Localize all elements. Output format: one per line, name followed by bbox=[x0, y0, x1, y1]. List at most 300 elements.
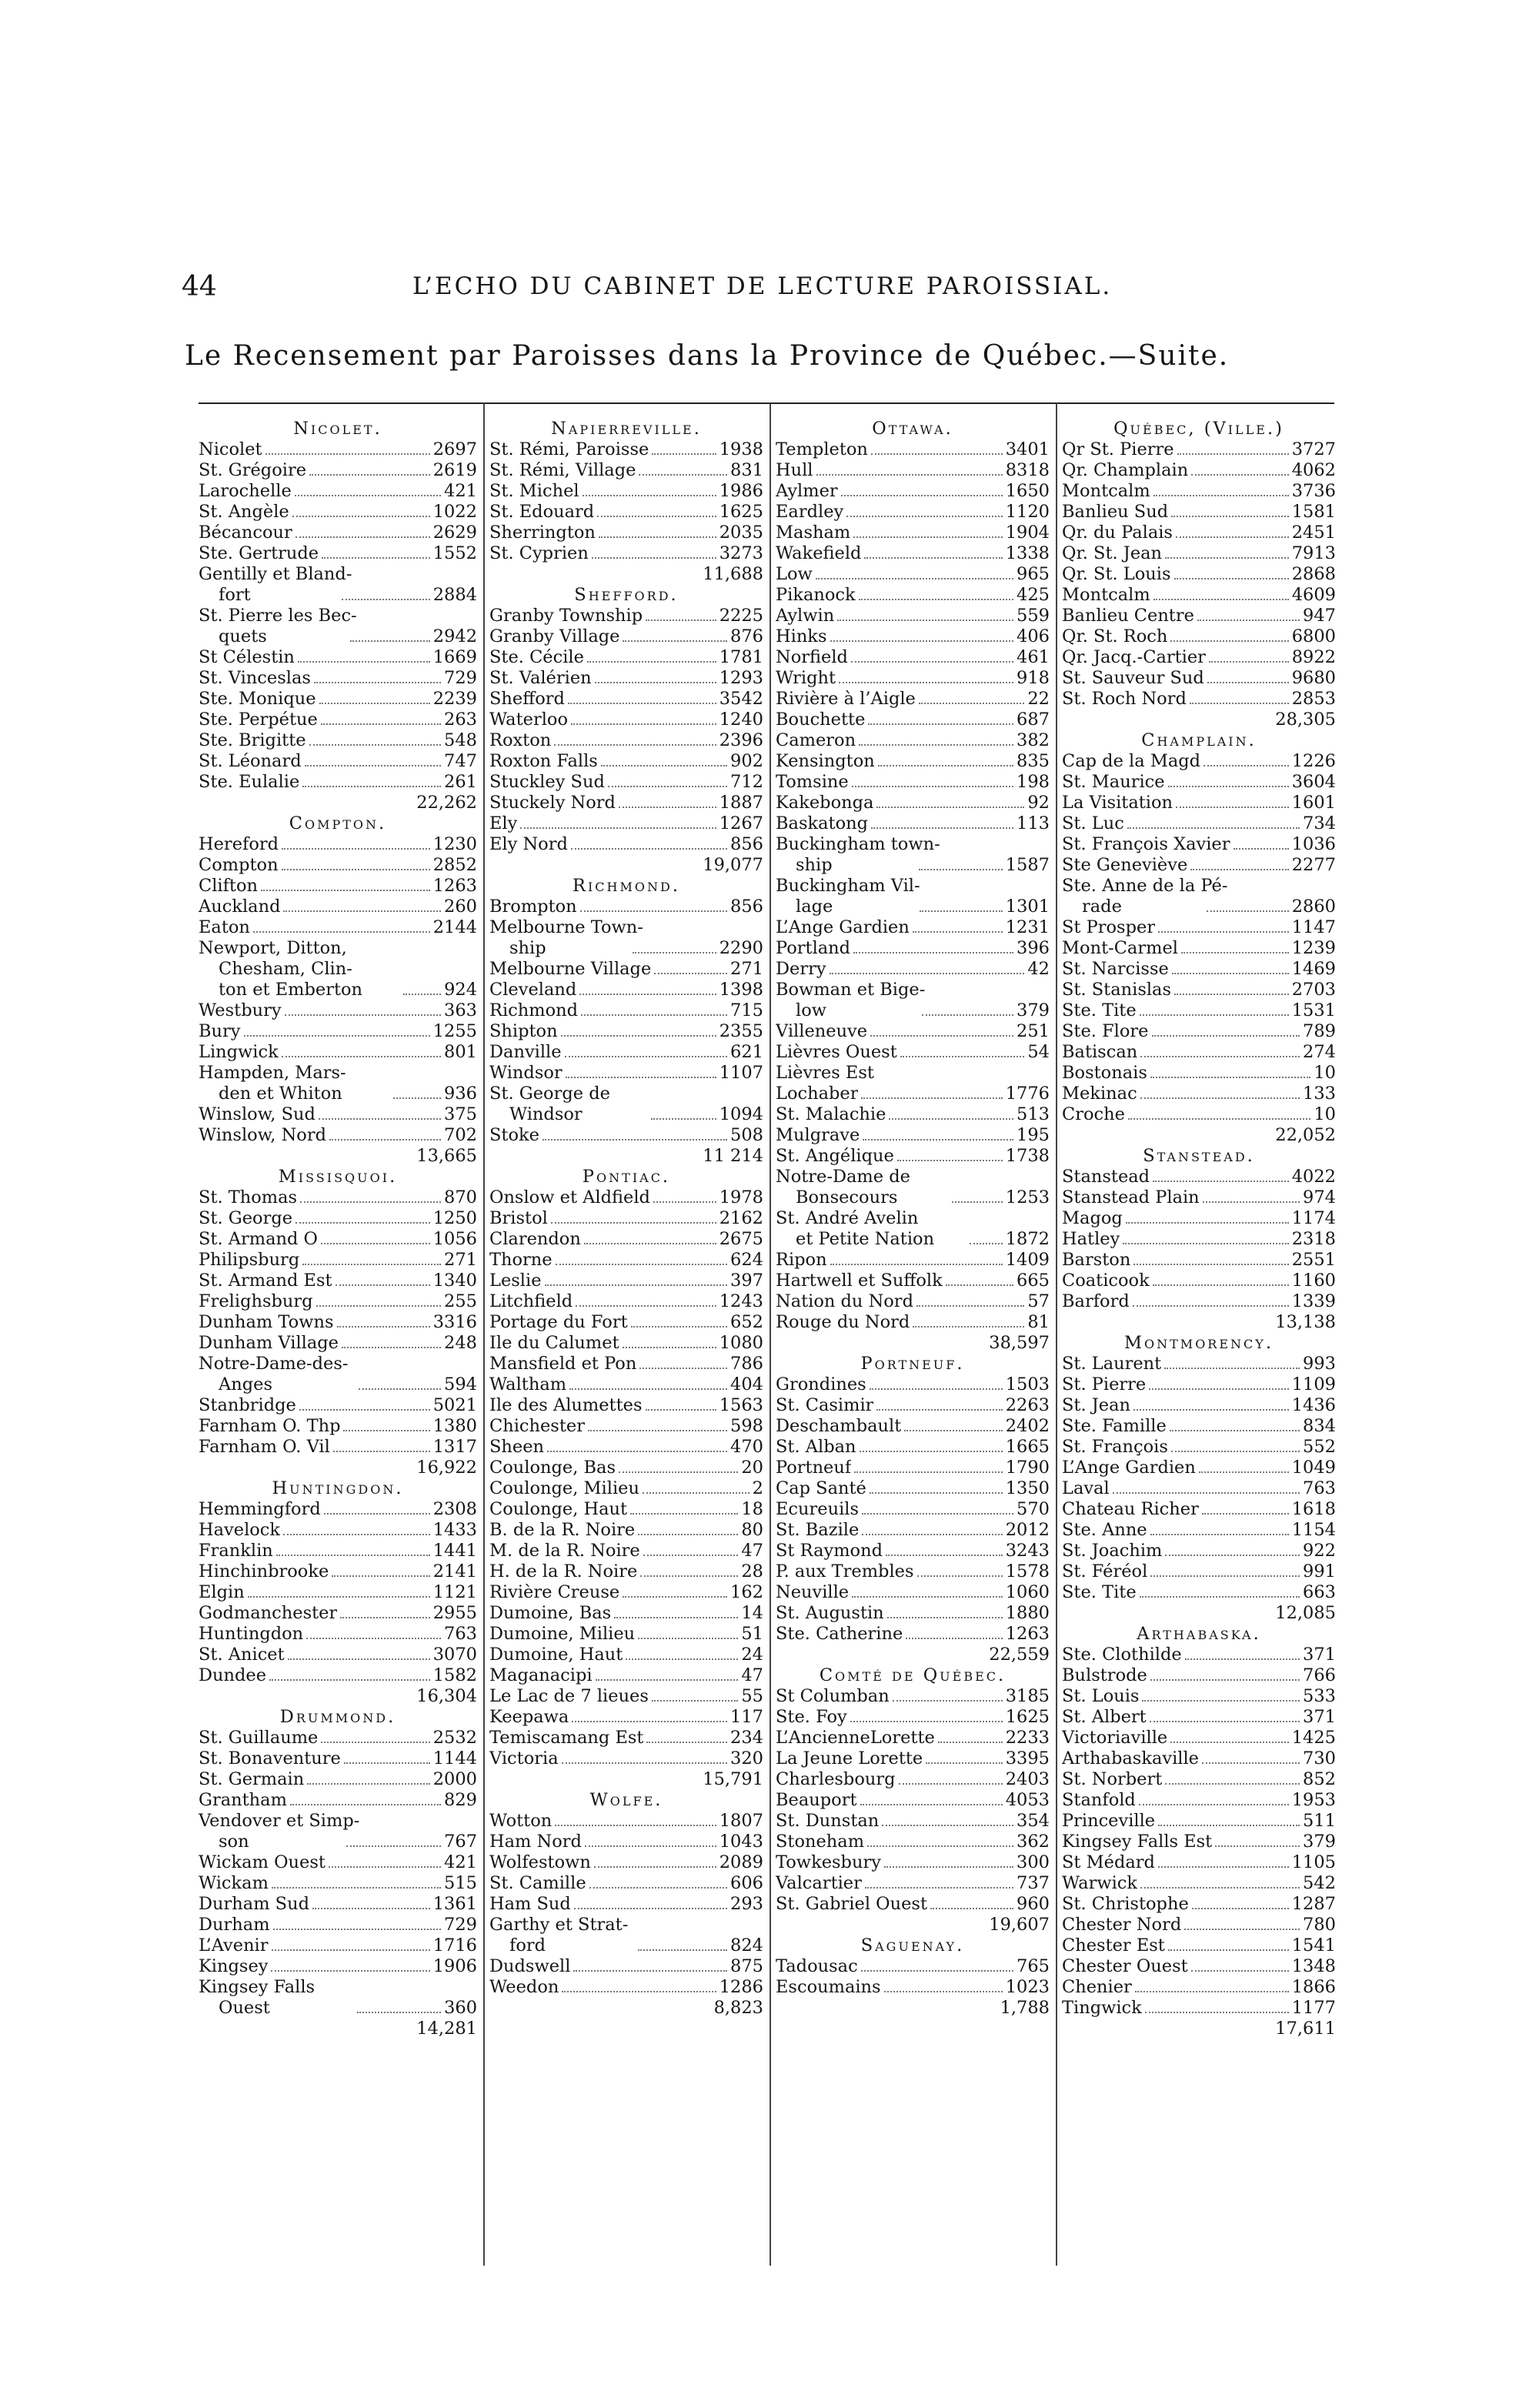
population-value: 852 bbox=[1303, 1769, 1336, 1789]
table-row bbox=[1062, 980, 1336, 1000]
population-value: 28 bbox=[741, 1561, 763, 1581]
table-row bbox=[199, 1645, 477, 1665]
dot-leader bbox=[321, 1243, 430, 1244]
table-row bbox=[489, 1208, 763, 1229]
population-value: 1240 bbox=[719, 710, 763, 730]
table-row bbox=[1062, 813, 1336, 834]
parish-name: Hull bbox=[776, 460, 813, 480]
dot-leader bbox=[884, 1866, 1013, 1868]
population-value: 763 bbox=[444, 1624, 477, 1644]
dot-leader bbox=[585, 1845, 716, 1847]
parish-name: Bouchette bbox=[776, 710, 866, 730]
population-value: 763 bbox=[1303, 1478, 1336, 1498]
dot-leader bbox=[542, 1139, 727, 1141]
dot-leader bbox=[1168, 1949, 1289, 1951]
parish-name: Ely Nord bbox=[489, 834, 568, 854]
dot-leader bbox=[342, 599, 430, 600]
table-row bbox=[489, 959, 763, 980]
section-heading: Pontiac. bbox=[582, 1167, 671, 1187]
table-row bbox=[776, 1832, 1050, 1852]
population-value: 801 bbox=[444, 1042, 477, 1062]
table-row bbox=[1062, 439, 1336, 460]
dot-leader bbox=[970, 1243, 1002, 1244]
table-row bbox=[776, 439, 1050, 460]
parish-name: M. de la R. Noire bbox=[489, 1541, 640, 1561]
table-row bbox=[199, 1208, 477, 1229]
table-row bbox=[489, 1312, 763, 1333]
section-heading: Shefford. bbox=[574, 585, 679, 605]
census-section bbox=[199, 813, 477, 1167]
parish-name: St. Narcisse bbox=[1062, 959, 1169, 979]
population-value: 511 bbox=[1303, 1811, 1336, 1831]
table-row bbox=[776, 1873, 1050, 1894]
table-row bbox=[1062, 1042, 1336, 1063]
dot-leader bbox=[1158, 1825, 1300, 1826]
dot-leader bbox=[1215, 1845, 1300, 1847]
dot-leader bbox=[599, 536, 716, 538]
population-value: 1716 bbox=[432, 1935, 477, 1955]
dot-leader bbox=[581, 1014, 727, 1016]
population-value: 2619 bbox=[432, 460, 477, 480]
population-value: 421 bbox=[444, 1852, 477, 1872]
population-value: 51 bbox=[741, 1624, 763, 1644]
table-row bbox=[1062, 1395, 1336, 1416]
population-value: 2290 bbox=[719, 938, 763, 958]
population-value: 3185 bbox=[1005, 1686, 1050, 1706]
parish-name: Qr. du Palais bbox=[1062, 523, 1173, 543]
census-section bbox=[1062, 419, 1336, 730]
dot-leader bbox=[919, 703, 1025, 704]
dot-leader bbox=[870, 1388, 1003, 1390]
table-row bbox=[489, 626, 763, 647]
parish-name: rade bbox=[1082, 897, 1122, 917]
dot-leader bbox=[1153, 1284, 1289, 1286]
population-value: 1080 bbox=[719, 1333, 763, 1353]
dot-leader bbox=[1153, 495, 1289, 496]
parish-name: La Visitation bbox=[1062, 793, 1173, 813]
table-row bbox=[776, 1520, 1050, 1541]
parish-name: Le Lac de 7 lieues bbox=[489, 1686, 649, 1706]
parish-name: Chenier bbox=[1062, 1977, 1132, 1997]
population-value: 1625 bbox=[1005, 1707, 1050, 1727]
table-row bbox=[199, 1915, 477, 1935]
table-row bbox=[1062, 1873, 1336, 1894]
parish-name: H. de la R. Noire bbox=[489, 1561, 638, 1581]
table-row bbox=[1062, 1707, 1336, 1728]
parish-name: St. Guillaume bbox=[199, 1728, 319, 1748]
column-divider bbox=[1056, 403, 1057, 2266]
parish-name: L’Avenir bbox=[199, 1935, 269, 1955]
population-value: 1625 bbox=[719, 502, 763, 522]
population-value: 3243 bbox=[1005, 1541, 1050, 1561]
table-row bbox=[776, 1894, 1050, 1915]
table-row bbox=[199, 585, 477, 606]
table-row bbox=[1062, 1167, 1336, 1187]
parish-name: St. François bbox=[1062, 1437, 1168, 1457]
table-row bbox=[1062, 1811, 1336, 1832]
population-value: 1904 bbox=[1005, 523, 1050, 543]
parish-name: Dumoine, Milieu bbox=[489, 1624, 636, 1644]
parish-name: Maganacipi bbox=[489, 1665, 593, 1685]
population-value: 2884 bbox=[432, 585, 477, 605]
table-row bbox=[199, 1561, 477, 1582]
population-value: 1872 bbox=[1005, 1229, 1050, 1249]
table-row bbox=[489, 668, 763, 689]
parish-name: Westbury bbox=[199, 1000, 282, 1020]
table-row bbox=[489, 1021, 763, 1042]
parish-name: Escoumains bbox=[776, 1977, 881, 1997]
population-value: 2853 bbox=[1291, 689, 1336, 709]
table-title: Le Recensement par Paroisses dans la Province de Québec.—Suite. bbox=[185, 340, 1230, 372]
population-value: 856 bbox=[730, 834, 763, 854]
population-value: 2629 bbox=[432, 523, 477, 543]
population-value: 1469 bbox=[1291, 959, 1336, 979]
table-row bbox=[776, 1977, 1050, 1998]
dot-leader bbox=[899, 1783, 1003, 1785]
parish-name: Norfield bbox=[776, 647, 848, 667]
parish-name: Towkesbury bbox=[776, 1852, 881, 1872]
dot-leader bbox=[638, 1949, 727, 1951]
population-value: 133 bbox=[1303, 1084, 1336, 1104]
table-row bbox=[776, 959, 1050, 980]
population-value: 1339 bbox=[1291, 1291, 1336, 1311]
table-row bbox=[1062, 917, 1336, 938]
parish-name: Ste. Cécile bbox=[489, 647, 584, 667]
population-value: 767 bbox=[444, 1832, 478, 1852]
dot-leader bbox=[1142, 1700, 1300, 1702]
section-heading: Saguenay. bbox=[860, 1935, 965, 1955]
section-total: 16,304 bbox=[416, 1686, 477, 1706]
table-row bbox=[199, 668, 477, 689]
dot-leader bbox=[1203, 1201, 1300, 1203]
dot-leader bbox=[865, 1887, 1013, 1889]
parish-name: Qr. Champlain bbox=[1062, 460, 1189, 480]
dot-leader bbox=[571, 848, 727, 850]
population-value: 2942 bbox=[432, 626, 478, 646]
page-number: 44 bbox=[182, 271, 217, 302]
table-row bbox=[489, 1977, 763, 1998]
parish-name: Brompton bbox=[489, 897, 577, 917]
section-heading: Nicolet. bbox=[293, 419, 382, 439]
parish-name: Qr. St. Louis bbox=[1062, 564, 1171, 584]
section-total: 22,052 bbox=[1275, 1125, 1336, 1145]
dot-leader bbox=[592, 557, 716, 559]
table-row bbox=[489, 1250, 763, 1271]
dot-leader bbox=[860, 1451, 1003, 1452]
parish-name: Rivière à l’Aigle bbox=[776, 689, 916, 709]
census-section bbox=[1062, 1333, 1336, 1624]
parish-name: St Columban bbox=[776, 1686, 890, 1706]
parish-name: son bbox=[219, 1832, 249, 1852]
census-section bbox=[489, 876, 763, 1167]
column-4 bbox=[1062, 419, 1336, 2039]
population-value: 4022 bbox=[1291, 1167, 1336, 1187]
table-row bbox=[199, 1333, 477, 1354]
population-value: 1107 bbox=[719, 1063, 763, 1083]
parish-name: quets bbox=[219, 626, 267, 646]
population-value: 1226 bbox=[1291, 751, 1336, 771]
table-row bbox=[199, 1374, 477, 1395]
section-total: 13,138 bbox=[1275, 1312, 1336, 1332]
column-divider bbox=[483, 403, 485, 2266]
dot-leader bbox=[887, 1617, 1003, 1618]
dot-leader bbox=[312, 1908, 430, 1909]
population-value: 513 bbox=[1017, 1104, 1050, 1124]
population-value: 6800 bbox=[1291, 626, 1336, 646]
table-row bbox=[1062, 897, 1336, 917]
population-value: 1317 bbox=[432, 1437, 477, 1457]
table-row bbox=[1062, 668, 1336, 689]
parish-name: Arthabaskaville bbox=[1062, 1748, 1199, 1768]
table-row bbox=[489, 1437, 763, 1458]
table-row bbox=[489, 1333, 763, 1354]
population-value: 3401 bbox=[1005, 439, 1050, 459]
dot-leader bbox=[298, 661, 430, 663]
parish-name: Granby Township bbox=[489, 606, 643, 626]
dot-leader bbox=[276, 1555, 430, 1556]
parish-name: Mulgrave bbox=[776, 1125, 860, 1145]
parish-name: Pikanock bbox=[776, 585, 856, 605]
dot-leader bbox=[1113, 1492, 1300, 1494]
table-row bbox=[489, 1416, 763, 1437]
table-row bbox=[1062, 834, 1336, 855]
parish-name: Qr. St. Roch bbox=[1062, 626, 1168, 646]
table-row bbox=[1062, 1187, 1336, 1208]
dot-leader bbox=[631, 1326, 727, 1328]
dot-leader bbox=[863, 1139, 1013, 1141]
population-value: 1022 bbox=[432, 502, 477, 522]
dot-leader bbox=[646, 620, 716, 621]
parish-name: Montcalm bbox=[1062, 481, 1150, 501]
population-value: 274 bbox=[1303, 1042, 1336, 1062]
population-value: 42 bbox=[1027, 959, 1050, 979]
table-row bbox=[199, 1229, 477, 1250]
dot-leader bbox=[572, 1721, 727, 1722]
population-value: 1109 bbox=[1291, 1374, 1336, 1394]
population-value: 117 bbox=[730, 1707, 763, 1727]
population-value: 4062 bbox=[1291, 460, 1336, 480]
table-row bbox=[1062, 460, 1336, 481]
parish-name: St. Christophe bbox=[1062, 1894, 1189, 1914]
population-value: 2225 bbox=[719, 606, 763, 626]
dot-leader bbox=[1133, 1305, 1289, 1307]
table-row bbox=[776, 917, 1050, 938]
dot-leader bbox=[589, 1887, 727, 1889]
dot-leader bbox=[1133, 1409, 1289, 1411]
population-value: 3273 bbox=[719, 543, 763, 563]
dot-leader bbox=[576, 1305, 716, 1307]
table-row bbox=[199, 689, 477, 710]
table-row bbox=[199, 1873, 477, 1894]
parish-name: Chester Est bbox=[1062, 1935, 1165, 1955]
parish-name: Roxton bbox=[489, 730, 552, 750]
parish-name: St. Germain bbox=[199, 1769, 305, 1789]
section-heading: Champlain. bbox=[1141, 730, 1257, 750]
table-row bbox=[489, 1499, 763, 1520]
table-row bbox=[489, 1624, 763, 1645]
table-row bbox=[776, 1291, 1050, 1312]
section-total: 11,688 bbox=[703, 564, 763, 584]
parish-name: Windsor bbox=[489, 1063, 563, 1083]
dot-leader bbox=[900, 1056, 1025, 1057]
table-row bbox=[199, 564, 477, 585]
population-value: 665 bbox=[1017, 1271, 1050, 1291]
dot-leader bbox=[272, 1887, 441, 1889]
parish-name: St. Angèle bbox=[199, 502, 289, 522]
dot-leader bbox=[646, 1409, 716, 1411]
table-row bbox=[776, 502, 1050, 523]
parish-name: Victoriaville bbox=[1062, 1728, 1168, 1748]
dot-leader bbox=[893, 1700, 1003, 1702]
table-row bbox=[199, 1624, 477, 1645]
dot-leader bbox=[1184, 1929, 1300, 1930]
dot-leader bbox=[332, 1575, 429, 1577]
dot-leader bbox=[638, 1638, 738, 1639]
table-row bbox=[489, 1832, 763, 1852]
table-row bbox=[489, 1104, 763, 1125]
parish-name: Waltham bbox=[489, 1374, 567, 1394]
dot-leader bbox=[595, 682, 716, 683]
parish-name: St. Joachim bbox=[1062, 1541, 1163, 1561]
parish-name: Dudswell bbox=[489, 1956, 571, 1976]
parish-name: Dumoine, Bas bbox=[489, 1603, 612, 1623]
census-section bbox=[199, 1707, 477, 2039]
population-value: 80 bbox=[741, 1520, 763, 1540]
table-row bbox=[1062, 1250, 1336, 1271]
dot-leader bbox=[1207, 682, 1289, 683]
dot-leader bbox=[302, 1264, 441, 1265]
parish-name: St. Léonard bbox=[199, 751, 302, 771]
section-total: 28,305 bbox=[1275, 710, 1336, 730]
dot-leader bbox=[837, 620, 1013, 621]
parish-name: Onslow et Aldfield bbox=[489, 1187, 650, 1207]
parish-name: Cleveland bbox=[489, 980, 577, 1000]
table-row bbox=[489, 1873, 763, 1894]
table-row bbox=[1062, 1977, 1336, 1998]
table-row bbox=[199, 772, 477, 793]
dot-leader bbox=[302, 786, 441, 787]
dot-leader bbox=[253, 931, 430, 933]
population-value: 1253 bbox=[1005, 1187, 1050, 1207]
parish-name: Buckingham Vil- bbox=[776, 876, 920, 896]
table-row bbox=[776, 1748, 1050, 1769]
parish-name: St. Dunstan bbox=[776, 1811, 880, 1831]
dot-leader bbox=[816, 578, 1013, 579]
dot-leader bbox=[288, 1658, 430, 1660]
parish-name: Melbourne Village bbox=[489, 959, 652, 979]
dot-leader bbox=[633, 952, 716, 954]
parish-name: Wotton bbox=[489, 1811, 553, 1831]
parish-name: Vendover et Simp- bbox=[199, 1811, 360, 1831]
dot-leader bbox=[322, 557, 430, 559]
census-section bbox=[489, 1790, 763, 2019]
parish-name: B. de la R. Noire bbox=[489, 1520, 636, 1540]
dot-leader bbox=[357, 2012, 441, 2013]
dot-leader bbox=[651, 1118, 716, 1120]
population-value: 559 bbox=[1017, 606, 1050, 626]
table-row bbox=[776, 1624, 1050, 1645]
population-value: 1361 bbox=[432, 1894, 477, 1914]
table-row bbox=[1062, 938, 1336, 959]
dot-leader bbox=[321, 723, 441, 725]
population-value: 730 bbox=[1303, 1748, 1336, 1768]
dot-leader bbox=[859, 744, 1013, 746]
dot-leader bbox=[876, 807, 1024, 808]
dot-leader bbox=[652, 453, 716, 455]
parish-name: Dumoine, Haut bbox=[489, 1645, 623, 1665]
population-value: 1669 bbox=[432, 647, 477, 667]
table-row bbox=[489, 813, 763, 834]
parish-name: Bristol bbox=[489, 1208, 548, 1228]
table-row bbox=[1062, 959, 1336, 980]
parish-name: Coulonge, Milieu bbox=[489, 1478, 639, 1498]
population-value: 47 bbox=[741, 1665, 763, 1685]
dot-leader bbox=[1164, 1368, 1300, 1369]
section-heading: Québec, (Ville.) bbox=[1113, 419, 1284, 439]
population-value: 18 bbox=[741, 1499, 763, 1519]
dot-leader bbox=[309, 474, 430, 476]
population-value: 1230 bbox=[432, 834, 477, 854]
parish-name: St Médard bbox=[1062, 1852, 1155, 1872]
dot-leader bbox=[623, 1347, 716, 1348]
population-value: 22 bbox=[1027, 689, 1050, 709]
population-value: 734 bbox=[1303, 813, 1336, 833]
parish-name: St. Casimir bbox=[776, 1395, 874, 1415]
dot-leader bbox=[614, 1617, 738, 1618]
table-row bbox=[1062, 1520, 1336, 1541]
table-row bbox=[199, 1603, 477, 1624]
population-value: 2403 bbox=[1005, 1769, 1050, 1789]
parish-name: Chateau Richer bbox=[1062, 1499, 1199, 1519]
table-row bbox=[489, 1187, 763, 1208]
dot-leader bbox=[952, 1201, 1003, 1203]
parish-name: St. Laurent bbox=[1062, 1354, 1162, 1374]
parish-name: St. Bazile bbox=[776, 1520, 860, 1540]
population-value: 2 bbox=[752, 1478, 763, 1498]
dot-leader bbox=[248, 1596, 430, 1598]
table-row bbox=[776, 834, 1050, 855]
table-row bbox=[1062, 1769, 1336, 1790]
population-value: 1154 bbox=[1291, 1520, 1336, 1540]
dot-leader bbox=[520, 827, 716, 829]
table-row bbox=[199, 626, 477, 647]
table-row bbox=[776, 1686, 1050, 1707]
dot-leader bbox=[1174, 994, 1289, 995]
dot-leader bbox=[906, 1638, 1002, 1639]
parish-name: Cap Santé bbox=[776, 1478, 866, 1498]
dot-leader bbox=[594, 1866, 716, 1868]
parish-name: ship bbox=[796, 855, 833, 875]
table-row bbox=[199, 1312, 477, 1333]
table-row bbox=[776, 1561, 1050, 1582]
parish-name: Chester Nord bbox=[1062, 1915, 1182, 1935]
table-row bbox=[776, 1187, 1050, 1208]
population-value: 1978 bbox=[719, 1187, 763, 1207]
table-row bbox=[1062, 1998, 1336, 2019]
population-value: 375 bbox=[444, 1104, 477, 1124]
table-row bbox=[776, 1395, 1050, 1416]
parish-name: Ste. Clothilde bbox=[1062, 1645, 1182, 1665]
parish-name: Huntingdon bbox=[199, 1624, 304, 1644]
parish-name: St. Edouard bbox=[489, 502, 595, 522]
parish-name: Masham bbox=[776, 523, 851, 543]
section-total: 19,607 bbox=[989, 1915, 1050, 1935]
population-value: 320 bbox=[730, 1748, 763, 1768]
population-value: 2451 bbox=[1291, 523, 1336, 543]
dot-leader bbox=[282, 1056, 441, 1057]
table-row bbox=[489, 1541, 763, 1561]
table-row bbox=[489, 1935, 763, 1956]
